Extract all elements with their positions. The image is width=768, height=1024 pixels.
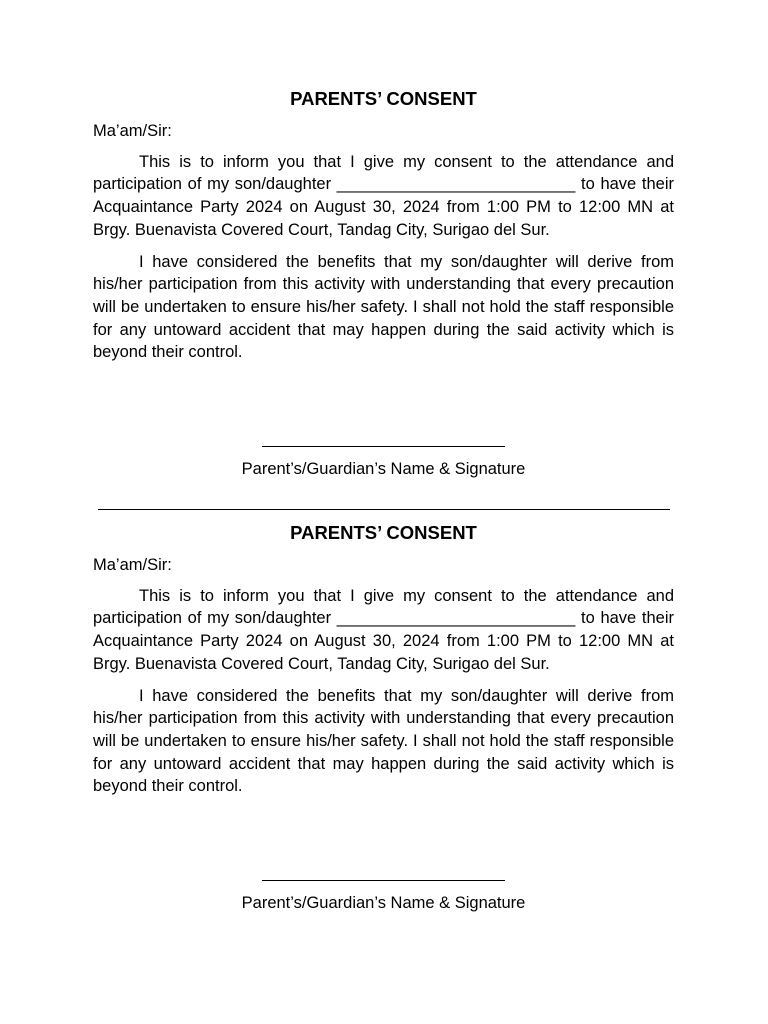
salutation: Ma’am/Sir: [93,556,172,574]
salutation: Ma’am/Sir: [93,122,172,140]
signature-line [262,880,505,881]
signature-label: Parent’s/Guardian’s Name & Signature [241,894,526,912]
consent-paragraph: This is to inform you that I give my consent to the attendance and participation of my son/daughter __________________________ to have their Acquaintance Party 2024 on August 30, 2024 from 1:00 PM to 12:00 MN at Brgy. Buenavista Covered Court, Tandag City, Surigao del Sur. [93,586,674,673]
benefits-paragraph: I have considered the benefits that my son/daughter will derive from his/her participation from this activity with understanding that every precaution will be undertaken to ensure his/her safety. I shall not hold the staff responsible for any untoward accident that may happen during the said activity which is beyond their control. [93,686,674,796]
cut-line-divider [98,509,670,510]
form-title: PARENTS’ CONSENT [290,522,477,543]
benefits-paragraph: I have considered the benefits that my son/daughter will derive from his/her participation from this activity with understanding that every precaution will be undertaken to ensure his/her safety. I shall not hold the staff responsible for any untoward accident that may happen during the said activity which is beyond their control. [93,252,674,362]
consent-form-bottom [93,520,674,912]
consent-paragraph: This is to inform you that I give my consent to the attendance and participation of my son/daughter __________________________ to have their Acquaintance Party 2024 on August 30, 2024 from 1:00 PM to 12:00 MN at Brgy. Buenavista Covered Court, Tandag City, Surigao del Sur. [93,152,674,239]
consent-form-top [93,86,674,478]
form-title: PARENTS’ CONSENT [290,88,477,109]
signature-label: Parent’s/Guardian’s Name & Signature [241,460,526,478]
signature-line [262,446,505,447]
